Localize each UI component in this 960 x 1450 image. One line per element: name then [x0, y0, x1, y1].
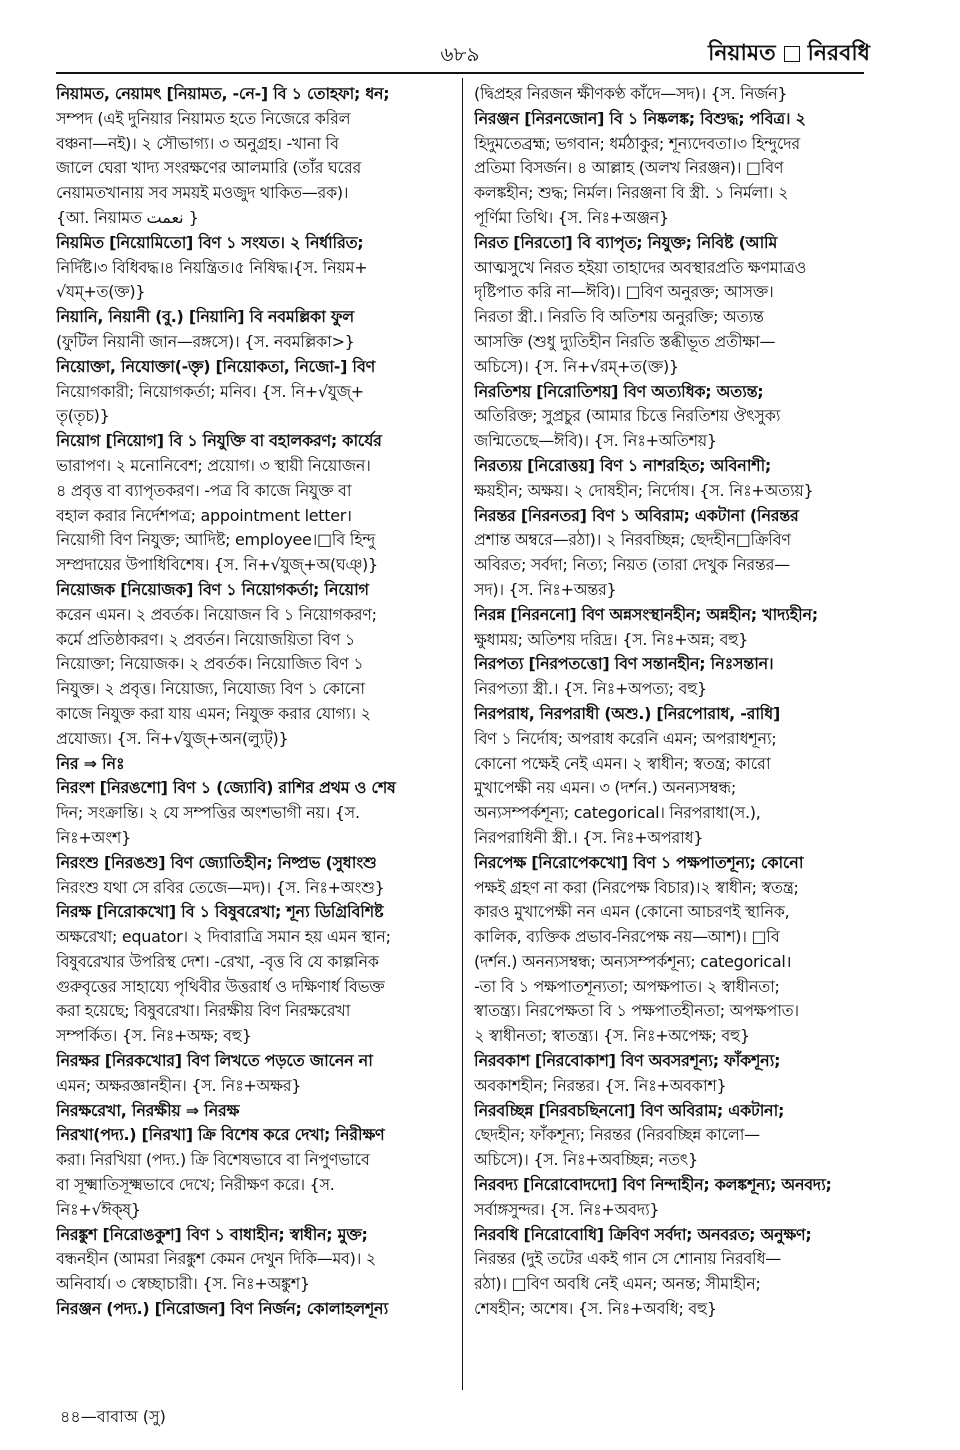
- header-rule: [56, 72, 864, 74]
- entry-line: এমন; অক্ষরজ্ঞানহীন। {স. নিঃ+অক্ষর}: [56, 1075, 302, 1095]
- entry-line: নিযুক্ত। ২ প্রবৃত্ত। নিয়োজ্য, নিযোজ্য বিণ ১ কোনো: [56, 679, 365, 699]
- entry-line: করেন এমন। ২ প্রবর্তক। নিয়োজন বি ১ নিয়োগকরণ;: [56, 604, 377, 624]
- entry-line: নিরন্তর [নিরনতর] বিণ ১ অবিরাম; একটানা (নিরন্তর: [474, 505, 799, 525]
- entry-line: আত্মসুখে নিরত হইয়া তাহাদের অবস্থারপ্রতি ক্ষণমাত্রও: [474, 257, 807, 277]
- entry-line: নিরপরাধ, নিরপরাধী (অশু.) [নিরপোরাধ, -রাধি]: [474, 703, 780, 723]
- entry-line: দৃষ্টিপাত করি না—ঈবি)। □বিণ অনুরক্ত; আসক্ত।: [474, 282, 774, 302]
- entry-line: পক্ষই গ্রহণ না করা (নিরপেক্ষ বিচার)।২ স্বাধীন; স্বতন্ত্র;: [474, 877, 799, 897]
- entry-line: ভারাপণ। ২ মনোনিবেশ; প্রয়োগ। ৩ স্থায়ী নিয়োজন।: [56, 455, 371, 475]
- entry-line: নিরত [নিরতো] বি ব্যাপৃত; নিযুক্ত; নিবিষ্ট (আমি: [474, 232, 778, 252]
- entry-line: স্বাতন্ত্র্য। নিরপেক্ষতা বি ১ পক্ষপাতহীনতা; অপক্ষপাত।: [474, 1001, 799, 1021]
- entry-line: বিষুবরেখার উপরিস্থ দেশ। -রেখা, -বৃত্ত বি যে কাল্পনিক: [56, 951, 379, 971]
- entry-line: নিয়োক্তা; নিয়োজক। ২ প্রবর্তক। নিয়োজিত বিণ ১: [56, 654, 364, 674]
- entry-line: নিয়োজক [নিয়োজক] বিণ ১ নিয়োগকর্তা; নিয়োগ: [56, 579, 369, 599]
- entry-line: (দর্শন.) অনন্যসম্বন্ধ; অন্যসম্পর্কশূন্য; categorical।: [474, 951, 792, 971]
- entry-line: অবিরত; সর্বদা; নিত্য; নিয়ত (তারা দেখুক নিরন্তর—: [474, 555, 790, 575]
- entry-line: শেষহীন; অশেষ। {স. নিঃ+অবধি; বহু}: [474, 1299, 717, 1319]
- entry-line: নিরতিশয় [নিরোতিশয়] বিণ অত্যধিক; অত্যন্ত;: [474, 381, 764, 401]
- entry-line: প্রশান্ত অম্বরে—রঠা)। ২ নিরবচ্ছিন্ন; ছেদহীন□ক্রিবিণ: [474, 530, 791, 550]
- separator-box-icon: [784, 46, 800, 62]
- entry-line: অতিরিক্ত; সুপ্রচুর (আমার চিত্তে নিরতিশয় ঔৎসুক্য: [474, 406, 781, 426]
- entry-line: নিরপেক্ষ [নিরোপেকখো] বিণ ১ পক্ষপাতশূন্য; কোনো: [474, 852, 804, 872]
- entry-line: নিরঞ্জন [নিরনজোন] বি ১ নিষ্কলঙ্ক; বিশুদ্ধ; পবিত্র। ২: [474, 108, 806, 128]
- entry-line: তৃ(তৃচ)}: [56, 406, 110, 426]
- entry-line: নিরবকাশ [নিরবোকাশ] বিণ অবসরশূন্য; ফাঁকশূন্য;: [474, 1051, 781, 1071]
- entry-line: প্রযোজ্য। {স. নি+√যুজ্‌+অন(ল্যুট্‌)}: [56, 728, 289, 748]
- entry-line: গুরুবৃত্তের সাহায্যে পৃথিবীর উত্তরার্ধ ও দক্ষিণার্ধ বিভক্ত: [56, 976, 385, 996]
- entry-line: নিরবচ্ছিন্ন [নিরবচছিননো] বিণ অবিরাম; একটানা;: [474, 1100, 785, 1120]
- left-column: [56, 82, 452, 1387]
- entry-line: নিরবধি [নিরোবোধি] ক্রিবিণ সর্বদা; অনবরত; অনুক্ষণ;: [474, 1224, 812, 1244]
- entry-line: বিণ ১ নির্দোষ; অপরাধ করেনি এমন; অপরাধশূন্য;: [474, 728, 777, 748]
- entry-line: নিরবদ্য [নিরোবোদদো] বিণ নিন্দাহীন; কলঙ্কশূন্য; অনবদ্য;: [474, 1175, 832, 1195]
- entry-line: প্রতিমা বিসর্জন। ৪ আল্লাহ (অলখ নিরঞ্জন)। □বিণ: [474, 158, 784, 178]
- entry-line: বহাল করার নির্দেশপত্র; appointment letter।: [56, 505, 352, 525]
- entry-line: ক্ষুধাময়; অতিশয় দরিদ্র। {স. নিঃ+অন্ন; বহু}: [474, 629, 749, 649]
- entry-line: অক্ষরেখা; equator। ২ দিবারাত্রি সমান হয় এমন স্থান;: [56, 927, 391, 947]
- entry-line: কালিক, ব্যক্তিক প্রভাব-নিরপেক্ষ নয়—আশ)। □বি: [474, 927, 780, 947]
- entry-line: কাজে নিযুক্ত করা যায় এমন; নিযুক্ত করার যোগ্য। ২: [56, 703, 371, 723]
- entry-line: কারও মুখাপেক্ষী নন এমন (কোনো আচরণই স্থানিক,: [474, 902, 790, 922]
- entry-line: সম্প্রদায়ের উপাধিবিশেষ। {স. নি+√যুজ্‌+অ(ঘঞ্‌)}: [56, 555, 378, 575]
- guide-word-first: নিয়ামত: [708, 41, 776, 66]
- entry-line: কলঙ্কহীন; শুদ্ধ; নির্মল। নিরঞ্জনা বি স্ত্রী. ১ নির্মলা। ২: [474, 183, 789, 203]
- entry-line: ২ স্বাধীনতা; স্বাতন্ত্র্য। {স. নিঃ+অপেক্ষ; বহু}: [474, 1026, 750, 1046]
- entry-line: নিয়ামত, নেয়ামৎ [নিয়ামত, -নে-] বি ১ তোহফা; ধন;: [56, 84, 390, 103]
- entry-line: নিরখা(পদ্য.) [নিরখা] ক্রি বিশেষ করে দেখা; নিরীক্ষণ: [56, 1125, 385, 1145]
- entry-line: -তা বি ১ পক্ষপাতশূন্যতা; অপক্ষপাত। ২ স্বাধীনতা;: [474, 976, 780, 996]
- right-column: [474, 82, 866, 1387]
- entry-line: ৪ প্রবৃত্ত বা ব্যাপৃতকরণ। -পত্র বি কাজে নিযুক্ত বা: [56, 480, 352, 500]
- entry-line: অবকাশহীন; নিরন্তর। {স. নিঃ+অবকাশ}: [474, 1075, 727, 1095]
- entry-line: ক্ষয়হীন; অক্ষয়। ২ দোষহীন; নির্দোষ। {স. নিঃ+অত্যয়}: [474, 480, 814, 500]
- entry-line: নিরত্যয় [নিরোত্তয়] বিণ ১ নাশরহিত; অবিনাশী;: [474, 455, 771, 475]
- signature-mark: ৪৪—বাবাঅ (সু): [60, 1407, 166, 1426]
- entry-line: অনিবার্য। ৩ স্বেচ্ছাচারী। {স. নিঃ+অঙ্কুশ}: [56, 1274, 310, 1294]
- entry-line: √যম্‌+ত(ক্ত)}: [56, 282, 146, 302]
- entry-line: অচিসে)। {স. নিঃ+অবচ্ছিন্ন; নতৎ}: [474, 1150, 698, 1170]
- running-head: [708, 36, 870, 73]
- entry-line: নির ⇒ নিঃ: [56, 753, 125, 773]
- entry-line: নিয়ানি, নিয়ানী (বু.) [নিয়ানি] বি নবমল্লিকা ফুল: [56, 307, 354, 327]
- entry-line: নিয়োগকারী; নিয়োগকর্তা; মনিব। {স. নি+√যুজ্‌+: [56, 381, 364, 401]
- entry-line: সদ)। {স. নিঃ+অন্তর}: [474, 579, 617, 599]
- entry-line: নিরংশ [নিরঙশো] বিণ ১ (জ্যোবি) রাশির প্রথম ও শেষ: [56, 778, 396, 798]
- entry-line: জন্মিতেছে—ঈবি)। {স. নিঃ+অতিশয়}: [474, 431, 717, 451]
- entry-line: অচিসে)। {স. নি+√রম্‌+ত(ক্ত)}: [474, 356, 679, 376]
- entry-line: নিরংশু যথা সে রবির তেজে—মদ)। {স. নিঃ+অংশু}: [56, 877, 385, 897]
- entry-line: নিরক্ষর [নিরকখোর] বিণ লিখতে পড়তে জানেন না: [56, 1051, 373, 1071]
- entry-line: পূর্ণিমা তিথি। {স. নিঃ+অঞ্জন}: [474, 207, 669, 227]
- entry-line: হিদুমতেব্রহ্ম; ভগবান; ধর্মঠাকুর; শূন্যদেবতা।৩ হিন্দুদের: [474, 133, 800, 153]
- entry-line: রঠা)। □বিণ অবধি নেই এমন; অনন্ত; সীমাহীন;: [474, 1274, 761, 1294]
- column-divider: [462, 78, 463, 1390]
- entry-line: নিঃ+অংশ}: [56, 827, 131, 847]
- entry-line: দিন; সংক্রান্তি। ২ যে সম্পত্তির অংশভাগী নয়। {স.: [56, 803, 360, 823]
- entry-line: জালে ঘেরা খাদ্য সংরক্ষণের আলমারি (তাঁর ঘরের: [56, 158, 361, 178]
- entry-line: {আ. নিয়ামত نعمت }: [56, 207, 199, 227]
- entry-line: নিরক্ষরেখা, নিরক্ষীয় ⇒ নিরক্ষ: [56, 1100, 240, 1120]
- entry-line: নিরঞ্জন (পদ্য.) [নিরোজন] বিণ নির্জন; কোলাহলশূন্য: [56, 1299, 388, 1319]
- entry-line: নিরতা স্ত্রী.। নিরতি বি অতিশয় অনুরক্তি; অত্যন্ত: [474, 307, 764, 327]
- entry-line: নিয়মিত [নিয়োমিতো] বিণ ১ সংযত। ২ নির্ধারিত;: [56, 232, 364, 252]
- entry-line: নিরন্তর (দুই তটের একই গান সে শোনায় নিরবধি—: [474, 1249, 782, 1269]
- entry-line: নিয়োগী বিণ নিযুক্ত; আদিষ্ট; employee।□বি হিন্দু: [56, 530, 375, 550]
- entry-line: নিয়োগ [নিয়োগ] বি ১ নিযুক্তি বা বহালকরণ; কার্যের: [56, 431, 382, 451]
- entry-line: নেয়ামতখানায় সব সময়ই মওজুদ থাকিত—রক)।: [56, 183, 349, 203]
- entry-line: (ফুটিল নিয়ানী জান—রঙ্গসে)। {স. নবমল্লিকা>}: [56, 331, 355, 351]
- entry-line: নিরপত্য [নিরপতত্তো] বিণ সন্তানহীন; নিঃসন্তান।: [474, 654, 774, 674]
- entry-line: সম্পদ (এই দুনিয়ার নিয়ামত হতে নিজেরে করিল: [56, 108, 351, 128]
- entry-line: বা সূক্ষ্মাতিসূক্ষ্মভাবে দেখে; নিরীক্ষণ করে। {স.: [56, 1175, 335, 1195]
- entry-line: মুখাপেক্ষী নয় এমন। ৩ (দর্শন.) অনন্যসম্বন্ধ;: [474, 778, 736, 798]
- entry-line: বন্ধনহীন (আমরা নিরঙ্কুশ কেমন দেখুন দিকি—মব)। ২: [56, 1249, 376, 1269]
- entry-line: করা হয়েছে; বিষুবরেখা। নিরক্ষীয় বিণ নিরক্ষরেখা: [56, 1001, 351, 1021]
- entry-line: নিরন্ন [নিরননো] বিণ অন্নসংস্থানহীন; অন্নহীন; খাদ্যহীন;: [474, 604, 818, 624]
- entry-line: কোনো পক্ষেই নেই এমন। ২ স্বাধীন; স্বতন্ত্র; কারো: [474, 753, 771, 773]
- entry-line: নিয়োক্তা, নিযোক্তা(-ক্তৃ) [নিয়োকতা, নিজো-] বিণ: [56, 356, 375, 376]
- entry-line: আসক্তি (শুধু দ্যুতিহীন নিরতি স্তব্ধীভূত প্রতীক্ষা—: [474, 331, 776, 351]
- entry-line: নির্দিষ্ট।৩ বিধিবদ্ধ।৪ নিয়ন্ত্রিত।৫ নিষিদ্ধ।{স. নিয়ম+: [56, 257, 368, 277]
- entry-line: বঞ্চনা—নই)। ২ সৌভাগ্য। ৩ অনুগ্রহ। -খানা বি: [56, 133, 339, 153]
- entry-line: সর্বাঙ্গসুন্দর। {স. নিঃ+অবদ্য}: [474, 1199, 660, 1219]
- entry-line: নিরপত্যা স্ত্রী.। {স. নিঃ+অপত্য; বহু}: [474, 679, 707, 699]
- entry-line: করা। নিরখিয়া (পদ্য.) ক্রি বিশেষভাবে বা নিপুণভাবে: [56, 1150, 370, 1170]
- entry-line: নিরক্ষ [নিরোকখো] বি ১ বিষুবরেখা; শূন্য ডিগ্রিবিশিষ্ট: [56, 902, 384, 922]
- entry-line: ছেদহীন; ফাঁকশূন্য; নিরন্তর (নিরবচ্ছিন্ন কালো—: [474, 1125, 760, 1145]
- entry-line: নিরংশু [নিরঙশু] বিণ জ্যোতিহীন; নিষ্প্রভ (সুধাংশু: [56, 852, 377, 872]
- entry-line: কর্মে প্রতিষ্ঠাকরণ। ২ প্রবর্তন। নিয়োজয়িতা বিণ ১: [56, 629, 355, 649]
- guide-word-last: নিরবধি: [807, 41, 870, 66]
- page-number: ৬৮৯: [440, 42, 480, 66]
- entry-line: নিরপরাধিনী স্ত্রী.। {স. নিঃ+অপরাধ}: [474, 827, 704, 847]
- entry-line: (দ্বিপ্রহর নিরজন ক্ষীণকণ্ঠ কাঁদে—সদ)। {স. নির্জন}: [474, 84, 788, 103]
- entry-line: সম্পর্কিত। {স. নিঃ+অক্ষ; বহু}: [56, 1026, 252, 1046]
- entry-line: অন্যসম্পর্কশূন্য; categorical। নিরপরাধা(স.),: [474, 803, 761, 823]
- entry-line: নিঃ+√ঈক্ষ্‌}: [56, 1199, 141, 1219]
- entry-line: নিরঙ্কুশ [নিরোঙকুশ] বিণ ১ বাধাহীন; স্বাধীন; মুক্ত;: [56, 1224, 368, 1244]
